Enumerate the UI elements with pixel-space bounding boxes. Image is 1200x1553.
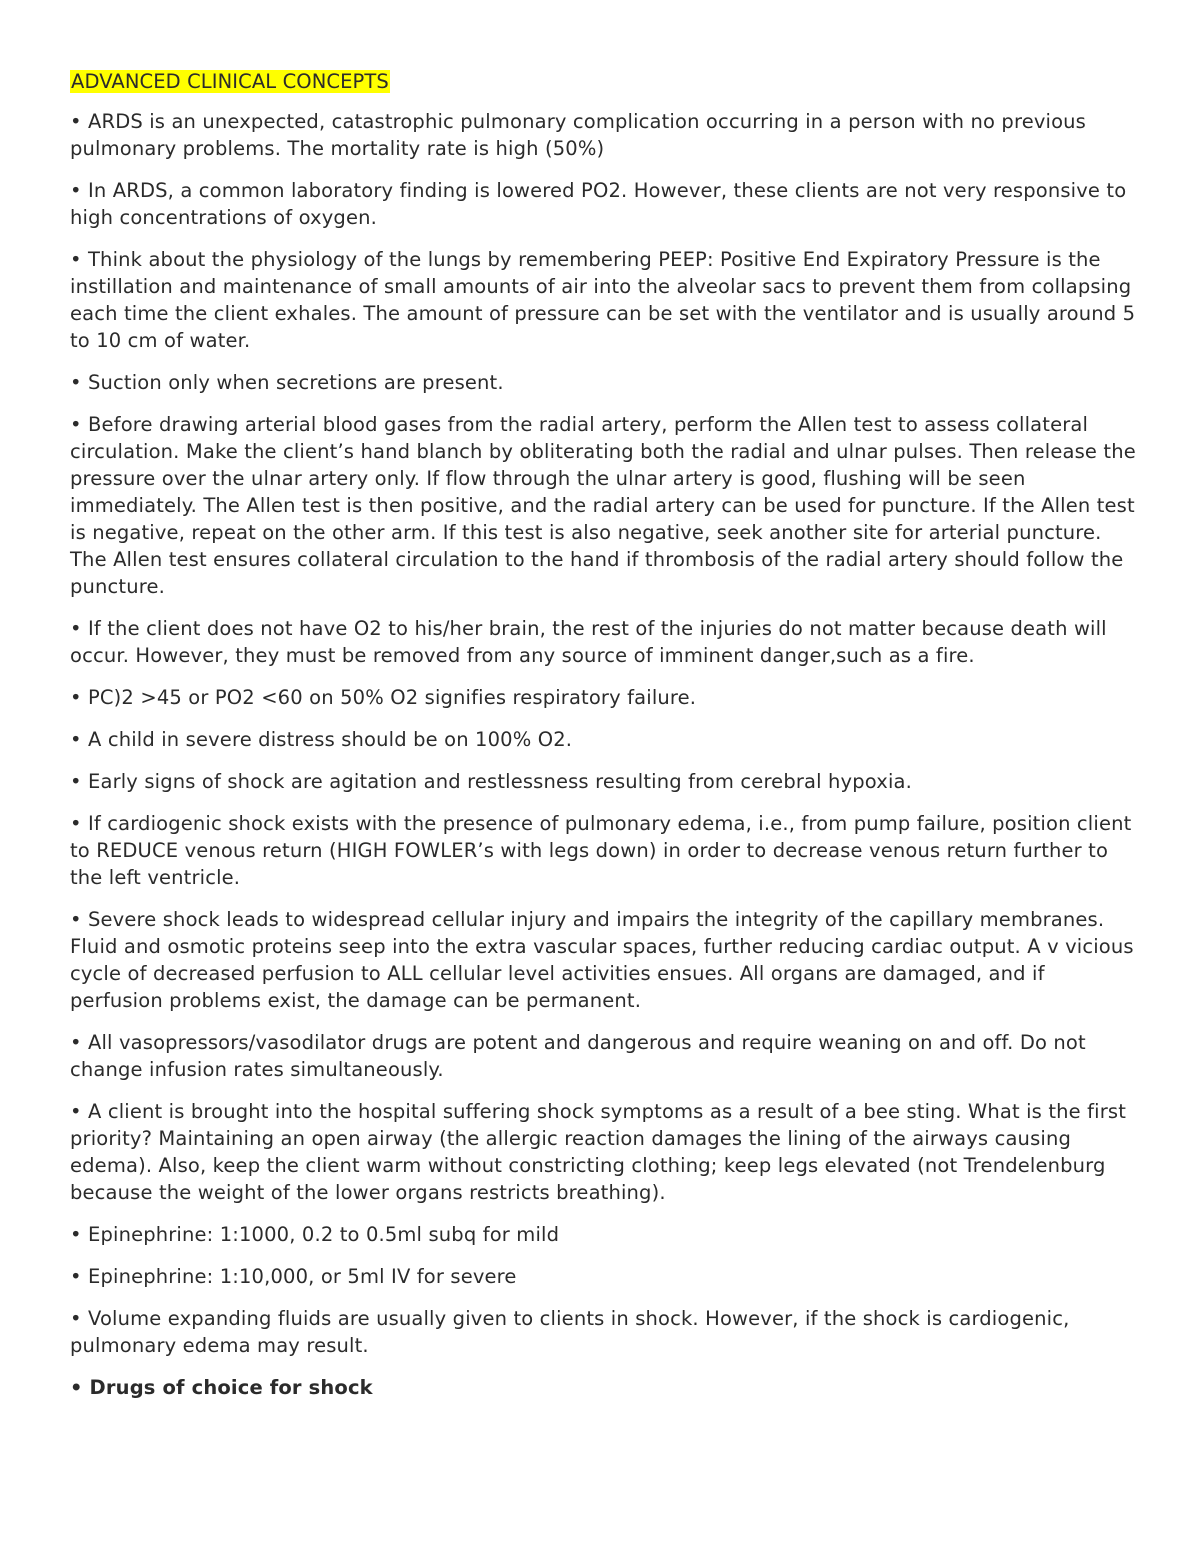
paragraph-o2-brain: • If the client does not have O2 to his/her brain, the rest of the injuries do not matter because death will occur. However, they must be removed from any source of imminent danger,such as a fire. <box>70 617 1107 667</box>
drugs-of-choice-heading: • Drugs of choice for shock <box>70 1376 373 1399</box>
paragraph-child-distress: • A child in severe distress should be on 100% O2. <box>70 728 573 751</box>
document-title <box>70 68 390 96</box>
document-page <box>70 68 1142 1416</box>
paragraph-cardiogenic-shock: • If cardiogenic shock exists with the presence of pulmonary edema, i.e., from pump failure, position client to REDUCE venous return (HIGH FOWLER’s with legs down) in order to decrease venous return further to the left ventricle. <box>70 812 1132 889</box>
paragraph-ards-po2: • In ARDS, a common laboratory finding is lowered PO2. However, these clients are not very responsive to high concentrations of oxygen. <box>70 179 1127 229</box>
paragraph-allen-test: • Before drawing arterial blood gases from the radial artery, perform the Allen test to assess collateral circulation. Make the client’s hand blanch by obliterating both the radial and ulnar pulses. Then release the pressure over the ulnar artery only. If flow through the ulnar artery is good, flushing will be seen immediately. The Allen test is then positive, and the radial artery can be used for puncture. If the Allen test is negative, repeat on the other arm. If this test is also negative, seek another site for arterial puncture. The Allen test ensures collateral circulation to the hand if thrombosis of the radial artery should follow the puncture. <box>70 413 1136 598</box>
paragraph-severe-shock: • Severe shock leads to widespread cellular injury and impairs the integrity of the capillary membranes. Fluid and osmotic proteins seep into the extra vascular spaces, further reducing cardiac output. A v vicious cycle of decreased perfusion to ALL cellular level activities ensues. All organs are damaged, and if perfusion problems exist, the damage can be permanent. <box>70 908 1134 1012</box>
paragraph-peep: • Think about the physiology of the lungs by remembering PEEP: Positive End Expiratory Pressure is the instillation and maintenance of small amounts of air into the alveolar sacs to prevent them from collapsing each time the client exhales. The amount of pressure can be set with the ventilator and is usually around 5 to 10 cm of water. <box>70 248 1136 352</box>
paragraph-early-shock-signs: • Early signs of shock are agitation and restlessness resulting from cerebral hypoxia. <box>70 770 912 793</box>
title-highlight: ADVANCED CLINICAL CONCEPTS <box>71 70 389 93</box>
paragraph-ards-definition: • ARDS is an unexpected, catastrophic pulmonary complication occurring in a person with no previous pulmonary problems. The mortality rate is high (50%) <box>70 110 1086 160</box>
paragraph-bee-sting: • A client is brought into the hospital suffering shock symptoms as a result of a bee sting. What is the first priority? Maintaining an open airway (the allergic reaction damages the lining of the airways causing edema). Also, keep the client warm without constricting clothing; keep legs elevated (not Trendelenburg because the weight of the lower organs restricts breathing). <box>70 1100 1126 1204</box>
paragraph-volume-expanding: • Volume expanding fluids are usually given to clients in shock. However, if the shock is cardiogenic, pulmonary edema may result. <box>70 1307 1070 1357</box>
paragraph-epinephrine-severe: • Epinephrine: 1:10,000, or 5ml IV for severe <box>70 1265 517 1288</box>
paragraph-vasopressors: • All vasopressors/vasodilator drugs are potent and dangerous and require weaning on and off. Do not change infusion rates simultaneously. <box>70 1031 1086 1081</box>
paragraph-suction: • Suction only when secretions are present. <box>70 371 504 394</box>
paragraph-respiratory-failure: • PC)2 >45 or PO2 <60 on 50% O2 signifies respiratory failure. <box>70 686 697 709</box>
paragraph-epinephrine-mild: • Epinephrine: 1:1000, 0.2 to 0.5ml subq for mild <box>70 1223 560 1246</box>
